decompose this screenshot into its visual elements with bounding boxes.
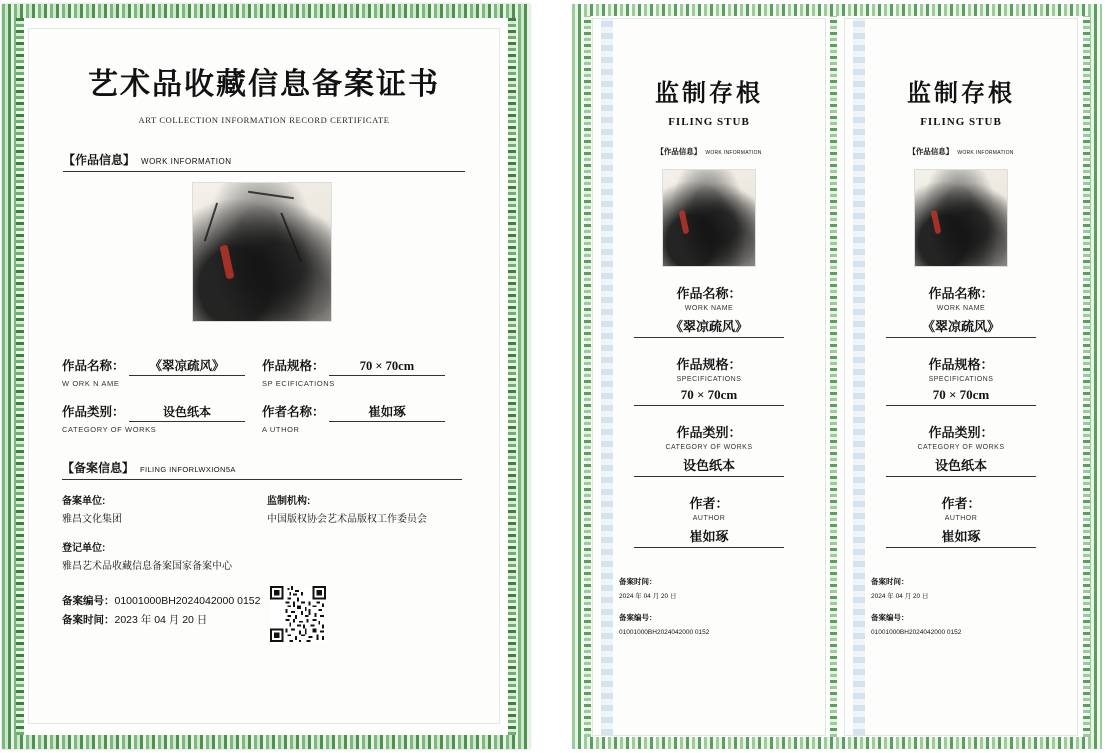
filing-record-no-value: 01001000BH2024042000 0152 [114, 595, 261, 607]
stub-field-work-name-value: 《翠凉疏风》 [634, 316, 784, 338]
stub-field-spec [593, 354, 825, 406]
stub-footer-no-value: 01001000BH2024042000 0152 [619, 629, 710, 636]
stub-field-work-name [593, 283, 825, 338]
stub-field-work-name-en: WORK NAME [684, 305, 734, 312]
stub-field-category-value: 设色纸本 [634, 455, 784, 477]
section-header-work-en: WORK INFORMATION [141, 157, 232, 166]
border-left-band [16, 18, 24, 735]
filing-register-unit-label: 登记单位: [62, 543, 106, 554]
field-author-en: A UTHOR [262, 425, 300, 434]
filing-record-date-value: 2023 年 04 月 20 日 [114, 614, 208, 626]
stub-footer-date-label: 备案时间： [871, 577, 909, 586]
stub-title-english: FILING STUB [920, 116, 1002, 128]
stub-field-work-name [845, 283, 1077, 338]
stub-field-category-en: CATEGORY OF WORKS [665, 444, 753, 451]
stub-artwork-ink-painting [663, 170, 755, 266]
stub-title: 监制存根 [655, 81, 763, 107]
filing-supervisor [267, 492, 472, 525]
filing-record-date-label: 备案时间： [62, 614, 115, 626]
stub-field-spec-label: 作品规格： [676, 357, 742, 372]
stub-field-category-label: 作品类别： [676, 425, 742, 440]
stub-footer-no-label: 备案编号： [871, 613, 909, 622]
filing-row-units [62, 492, 472, 525]
field-row-category-author [62, 402, 462, 434]
filing-record-unit-value: 雅昌文化集团 [62, 514, 122, 525]
stub-footer-no-label: 备案编号： [619, 613, 657, 622]
stub-title-english: FILING STUB [668, 116, 750, 128]
filing-record-unit-label: 备案单位: [62, 496, 106, 507]
stub-artwork-image [662, 169, 756, 267]
filing-stub-right [844, 18, 1078, 736]
stub-field-spec-value: 70 × 70cm [634, 387, 784, 406]
field-row-name-spec [62, 356, 462, 388]
field-category [62, 402, 262, 434]
filing-stub-left [592, 18, 826, 736]
stub-field-category-en: CATEGORY OF WORKS [917, 444, 1005, 451]
stub-field-work-name-value: 《翠凉疏风》 [886, 316, 1036, 338]
stub-field-spec-label: 作品规格： [928, 357, 994, 372]
stub-footer-date-value: 2024 年 04 月 20 日 [871, 593, 929, 600]
field-work-name-en: W ORK N AME [62, 379, 120, 388]
certificate-main [2, 4, 530, 749]
field-spec-en: SP ECIFICATIONS [262, 379, 335, 388]
section-header-filing-zh: 【备案信息】 [62, 461, 135, 475]
stub-section-header-work-zh: 【作品信息】 [656, 147, 702, 156]
filing-record-no-label: 备案编号： [62, 595, 115, 607]
qr-code-icon [270, 586, 326, 642]
stub-field-spec-en: SPECIFICATIONS [676, 376, 742, 383]
stub-field-category [845, 422, 1077, 477]
stub-field-spec [845, 354, 1077, 406]
stub-field-author [593, 493, 825, 548]
stub-section-header-work-en: WORK INFORMATION [705, 150, 762, 156]
stub-artwork-ink-painting [915, 170, 1007, 266]
filing-record-unit [62, 492, 267, 525]
page-title: 艺术品收藏信息备案证书 [88, 68, 440, 101]
stub-title: 监制存根 [907, 81, 1015, 107]
stub-footer [871, 574, 1077, 640]
field-work-name-label: 作品名称： [62, 359, 125, 373]
field-author-label: 作者名称： [262, 405, 325, 419]
section-header-work [63, 151, 465, 172]
stub-vertical-ribbon [853, 19, 865, 735]
stub-field-author-en: AUTHOR [692, 515, 726, 522]
filing-supervisor-label: 监制机构: [267, 496, 311, 507]
stub-field-author [845, 493, 1077, 548]
section-header-filing-en: FILING INFORLWXION5A [140, 465, 236, 474]
stub-section-header-work [845, 146, 1077, 157]
field-author-value: 崔如琢 [329, 402, 445, 422]
filing-register-unit [62, 539, 472, 572]
stub-field-author-value: 崔如琢 [886, 526, 1036, 548]
stub-section-header-work [593, 146, 825, 157]
field-category-en: CATEGORY OF WORKS [62, 425, 157, 434]
stub-footer [619, 574, 825, 640]
stub-border-center-band [830, 16, 837, 737]
stub-field-category-value: 设色纸本 [886, 455, 1036, 477]
filing-record-date-row [62, 611, 260, 630]
filing-supervisor-value: 中国版权协会艺术品版权工作委员会 [267, 514, 427, 525]
field-spec-label: 作品规格： [262, 359, 325, 373]
artwork-image [192, 182, 332, 322]
stub-artwork-image [914, 169, 1008, 267]
section-header-filing [62, 459, 462, 480]
stub-border-left-band [584, 16, 591, 737]
field-spec [262, 356, 462, 388]
border-right-band [508, 18, 516, 735]
field-category-value: 设色纸本 [129, 403, 245, 422]
stub-field-category-label: 作品类别： [928, 425, 994, 440]
field-spec-value: 70 × 70cm [329, 359, 445, 376]
field-category-label: 作品类别： [62, 405, 125, 419]
stub-footer-no-value: 01001000BH2024042000 0152 [871, 629, 962, 636]
stub-section-header-work-zh: 【作品信息】 [908, 147, 954, 156]
field-author [262, 402, 462, 434]
filing-info-grid [62, 492, 472, 576]
stub-field-author-label: 作者： [689, 496, 729, 511]
stub-section-header-work-en: WORK INFORMATION [957, 150, 1014, 156]
stub-footer-date-value: 2024 年 04 月 20 日 [619, 593, 677, 600]
stub-vertical-ribbon [601, 19, 613, 735]
stub-field-author-value: 崔如琢 [634, 526, 784, 548]
filing-bottom-info [62, 592, 260, 630]
stub-field-work-name-label: 作品名称： [676, 286, 742, 301]
stub-field-work-name-en: WORK NAME [936, 305, 986, 312]
section-header-work-zh: 【作品信息】 [63, 153, 136, 167]
stub-field-spec-value: 70 × 70cm [886, 387, 1036, 406]
work-fields [62, 356, 462, 440]
stub-field-category [593, 422, 825, 477]
field-work-name-value: 《翠凉疏风》 [129, 356, 245, 376]
stub-field-spec-en: SPECIFICATIONS [928, 376, 994, 383]
stub-border-right-band [1083, 16, 1090, 737]
stub-field-author-en: AUTHOR [944, 515, 978, 522]
stub-sheet [572, 4, 1102, 749]
filing-record-no-row [62, 592, 260, 611]
stub-field-work-name-label: 作品名称： [928, 286, 994, 301]
stub-field-author-label: 作者： [941, 496, 981, 511]
stub-footer-date-label: 备案时间： [619, 577, 657, 586]
artwork-ink-painting [193, 183, 331, 321]
filing-row-register [62, 539, 472, 572]
filing-register-unit-value: 雅昌艺术品收藏信息备案国家备案中心 [62, 561, 232, 572]
page-title-english: ART COLLECTION INFORMATION RECORD CERTIFICATE [138, 115, 390, 125]
field-work-name [62, 356, 262, 388]
